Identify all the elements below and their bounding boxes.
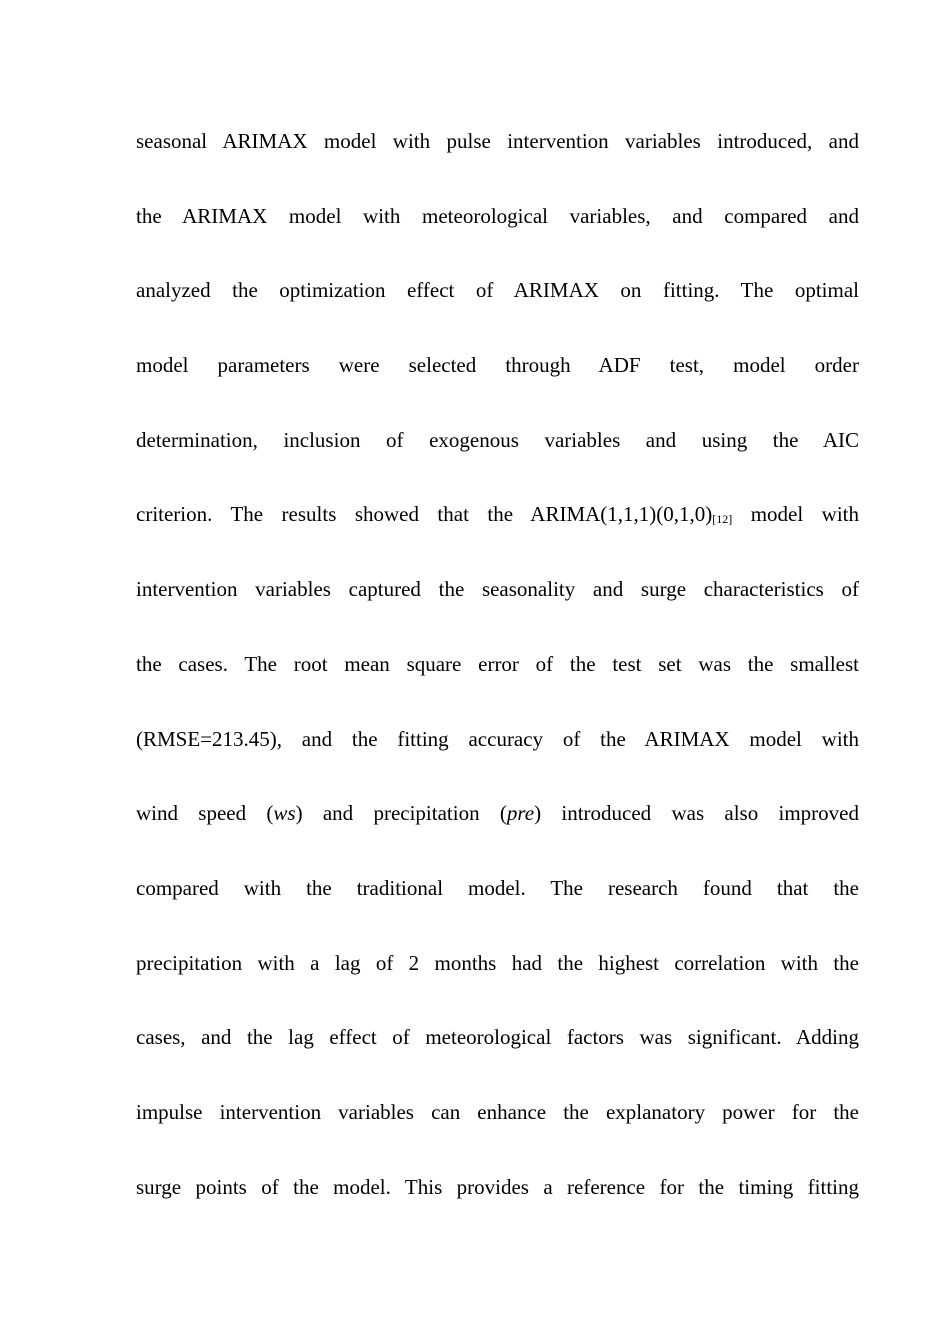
text-line-12: precipitation with a lag of 2 months had the highest correlation with the: [136, 950, 859, 975]
text-line-10: wind speed (ws) and precipitation (pre) introduced was also improved: [136, 801, 859, 826]
seasonal-period-subscript: [12]: [712, 512, 733, 527]
text-line-1: seasonal ARIMAX model with pulse intervention variables introduced, and: [136, 129, 859, 153]
wind-speed-variable: ws: [273, 801, 296, 826]
text-line-8: the cases. The root mean square error of the test set was the smallest: [136, 651, 859, 676]
text-line-2: the ARIMAX model with meteorological variables, and compared and: [136, 203, 859, 228]
precipitation-variable: pre: [506, 801, 535, 826]
text-line-7: intervention variables captured the seasonality and surge characteristics of: [136, 577, 859, 602]
text-line-13: cases, and the lag effect of meteorological factors was significant. Adding: [136, 1025, 859, 1050]
text-line-11: compared with the traditional model. The research found that the: [136, 875, 859, 900]
text-line-5: determination, inclusion of exogenous variables and using the AIC: [136, 427, 859, 452]
body-paragraph: [136, 122, 859, 1242]
text-line-6: criterion. The results showed that the ARIMA(1,1,1)(0,1,0)[12] model with: [136, 502, 859, 527]
text-line-4: model parameters were selected through ADF test, model order: [136, 353, 859, 378]
text-line-15: surge points of the model. This provides a reference for the timing fitting: [136, 1174, 859, 1199]
text-line-9: (RMSE=213.45), and the fitting accuracy of the ARIMAX model with: [136, 726, 859, 751]
text-line-3: analyzed the optimization effect of ARIMAX on fitting. The optimal: [136, 278, 859, 303]
text-line-14: impulse intervention variables can enhance the explanatory power for the: [136, 1099, 859, 1124]
